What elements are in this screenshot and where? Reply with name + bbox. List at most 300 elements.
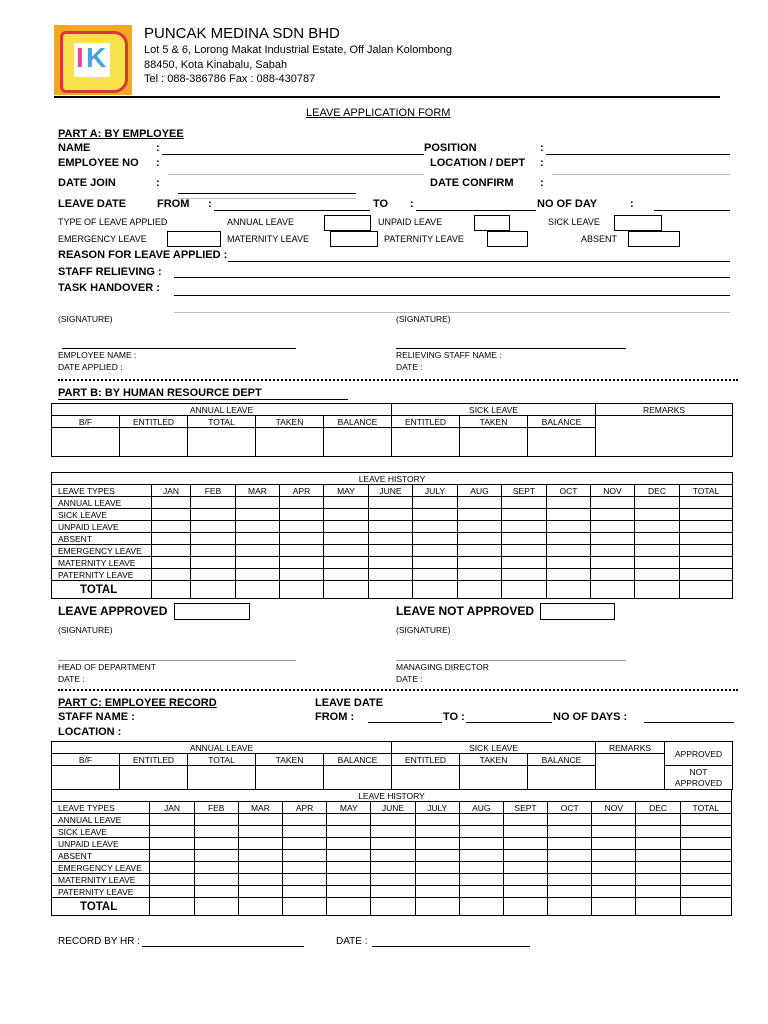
history-cell[interactable] [635,521,680,533]
leave-approved-checkbox[interactable] [174,603,250,620]
leave-history-row [52,838,732,850]
history-cell[interactable] [280,545,324,557]
history-cell[interactable] [547,533,591,545]
colon: : [208,198,212,210]
history-header-row: LEAVE TYPES JAN FEB MAR APR MAY JUNE JULY AUG SEPT OCT NOV DEC TOTAL [52,802,732,814]
no-of-days-label: NO OF DAYS : [553,711,628,723]
colon: : [540,177,544,189]
history-cell[interactable] [592,874,636,886]
history-cell[interactable] [194,874,238,886]
col-header: TOTAL [188,416,256,428]
absent-label: ABSENT [581,234,618,244]
emergency-leave-checkbox[interactable] [167,231,221,247]
history-cell[interactable] [371,838,415,850]
table-cell[interactable] [324,428,392,457]
history-cell[interactable] [194,826,238,838]
task-handover-field-2[interactable] [174,312,730,313]
history-cell[interactable] [280,521,324,533]
leave-balance-table [51,403,733,457]
table-cell[interactable] [392,428,460,457]
part-a-heading: PART A: BY EMPLOYEE [58,128,184,140]
history-cell[interactable] [282,874,326,886]
annual-leave-group: ANNUAL LEAVE [52,404,392,416]
history-cell[interactable] [150,862,194,874]
history-cell[interactable] [680,569,733,581]
maternity-leave-checkbox[interactable] [330,231,378,247]
history-cell[interactable] [680,557,733,569]
history-cell[interactable] [371,814,415,826]
history-cell[interactable] [413,557,458,569]
history-cell[interactable] [502,545,547,557]
name-field[interactable] [162,154,424,155]
leave-history-row [52,521,733,533]
to-label: TO [373,198,389,210]
history-cell[interactable] [547,569,591,581]
history-cell[interactable] [592,838,636,850]
history-cell[interactable] [150,814,194,826]
history-cell[interactable] [236,521,280,533]
history-cell[interactable] [280,533,324,545]
history-cell[interactable] [327,826,371,838]
hod-signature-label: (SIGNATURE) [58,625,113,635]
history-cell[interactable] [592,862,636,874]
no-of-day-field[interactable] [654,210,730,211]
logo-letter-k: K [86,42,107,73]
history-cell[interactable] [152,533,191,545]
history-cell[interactable] [591,557,635,569]
history-cell[interactable] [415,862,459,874]
employee-signature-line[interactable] [62,348,296,349]
leave-history-row [52,862,732,874]
history-cell[interactable] [238,826,282,838]
history-cell[interactable] [150,874,194,886]
sick-leave-group: SICK LEAVE [392,742,596,754]
history-cell[interactable] [503,886,547,898]
task-handover-field[interactable] [174,295,730,296]
leave-from-field[interactable] [214,210,370,211]
history-header-row: LEAVE TYPES JAN FEB MAR APR MAY JUNE JULY AUG SEPT OCT NOV DEC TOTAL [52,485,733,497]
history-cell[interactable] [327,814,371,826]
history-cell[interactable] [238,850,282,862]
history-cell[interactable] [191,557,236,569]
history-cell[interactable] [548,862,592,874]
maternity-leave-label: MATERNITY LEAVE [227,234,310,244]
history-cell[interactable] [459,874,503,886]
history-cell[interactable] [592,886,636,898]
history-cell[interactable] [238,814,282,826]
history-cell[interactable] [236,509,280,521]
history-cell[interactable] [636,874,680,886]
hod-signature-line[interactable] [58,660,296,661]
history-cell[interactable] [150,826,194,838]
employee-no-label: EMPLOYEE NO [58,157,139,169]
history-cell[interactable] [635,545,680,557]
history-cell[interactable] [635,569,680,581]
history-cell[interactable] [591,497,635,509]
history-cell[interactable] [324,521,369,533]
leave-type-label: SICK LEAVE [52,509,152,521]
history-cell[interactable] [236,497,280,509]
history-cell[interactable] [327,838,371,850]
history-cell[interactable] [503,838,547,850]
history-cell[interactable] [415,826,459,838]
history-cell[interactable] [591,533,635,545]
history-cell[interactable] [680,545,733,557]
history-cell[interactable] [591,521,635,533]
leave-type-label: SICK LEAVE [52,826,150,838]
leave-history-row [52,509,733,521]
col-header: TAKEN [256,416,324,428]
approved-cell[interactable]: APPROVED [665,742,733,766]
history-cell[interactable] [327,850,371,862]
history-cell[interactable] [503,862,547,874]
part-c-leave-date-label: LEAVE DATE [315,697,384,709]
col-header: BALANCE [528,416,596,428]
history-cell[interactable] [459,838,503,850]
history-cell[interactable] [459,850,503,862]
history-cell[interactable] [636,838,680,850]
history-cell[interactable] [680,509,733,521]
leave-history-row [52,850,732,862]
history-cell[interactable] [238,874,282,886]
history-cell[interactable] [458,521,502,533]
company-address-1: Lot 5 & 6, Lorong Makat Industrial Estate, Off Jalan Kolombong [144,44,452,56]
relieving-signature-label: (SIGNATURE) [396,314,451,324]
history-cell[interactable] [548,826,592,838]
part-c-from-label: FROM : [315,711,355,723]
table-cell[interactable] [120,428,188,457]
history-cell[interactable] [458,545,502,557]
col-header: BALANCE [324,416,392,428]
history-cell[interactable] [548,814,592,826]
history-cell[interactable] [680,533,733,545]
history-cell[interactable] [369,521,413,533]
date-confirm-label: DATE CONFIRM [430,177,514,189]
leave-history-row [52,569,733,581]
colon: : [540,142,544,154]
history-cell[interactable] [415,814,459,826]
md-signature-label: (SIGNATURE) [396,625,451,635]
history-cell[interactable] [415,838,459,850]
relieving-date-label: DATE : [396,362,423,372]
history-cell[interactable] [369,533,413,545]
part-c-to-field[interactable] [466,722,552,723]
history-cell[interactable] [236,569,280,581]
history-cell[interactable] [415,850,459,862]
staff-name-label: STAFF NAME : [58,711,135,723]
remarks-header: REMARKS [596,404,733,416]
leave-type-label: MATERNITY LEAVE [52,874,150,886]
sick-leave-checkbox[interactable] [614,215,662,231]
history-cell[interactable] [194,886,238,898]
history-cell[interactable] [636,850,680,862]
history-cell[interactable] [324,497,369,509]
history-cell[interactable] [282,826,326,838]
history-cell[interactable] [369,557,413,569]
logo-letter-i: I [76,42,84,73]
history-cell[interactable] [548,886,592,898]
part-b-heading-underline [58,399,348,400]
history-cell[interactable] [324,533,369,545]
history-cell[interactable] [150,886,194,898]
relieving-signature-line[interactable] [396,348,626,349]
date-join-field[interactable] [178,193,356,194]
history-cell[interactable] [371,886,415,898]
name-label: NAME [58,142,91,154]
history-cell[interactable] [371,850,415,862]
history-cell[interactable] [280,557,324,569]
history-cell[interactable] [191,569,236,581]
paternity-leave-label: PATERNITY LEAVE [384,234,464,244]
part-c-heading: PART C: EMPLOYEE RECORD [58,697,217,709]
history-cell[interactable] [282,838,326,850]
history-cell[interactable] [636,826,680,838]
history-cell[interactable] [371,826,415,838]
history-cell[interactable] [459,826,503,838]
task-handover-label: TASK HANDOVER : [58,282,160,294]
history-cell[interactable] [194,850,238,862]
sick-leave-label: SICK LEAVE [548,217,600,227]
history-cell[interactable] [191,509,236,521]
leave-type-label: PATERNITY LEAVE [52,569,152,581]
md-signature-line[interactable] [396,660,626,661]
position-field[interactable] [546,154,730,155]
history-cell[interactable] [238,886,282,898]
employee-name-label: EMPLOYEE NAME : [58,350,137,360]
history-cell[interactable] [369,569,413,581]
history-cell[interactable] [324,545,369,557]
history-cell[interactable] [194,838,238,850]
history-cell[interactable] [503,874,547,886]
history-cell[interactable] [282,862,326,874]
part-c-from-field[interactable] [368,722,442,723]
history-cell[interactable] [503,850,547,862]
location-label: LOCATION : [58,726,122,738]
history-cell[interactable] [636,886,680,898]
history-cell[interactable] [152,497,191,509]
leave-history-row [52,886,732,898]
history-cell[interactable] [503,814,547,826]
history-cell[interactable] [680,862,731,874]
leave-type-label: MATERNITY LEAVE [52,557,152,569]
history-cell[interactable] [413,509,458,521]
history-cell[interactable] [458,557,502,569]
leave-history-row [52,533,733,545]
location-dept-label: LOCATION / DEPT [430,157,526,169]
history-cell[interactable] [502,569,547,581]
staff-relieving-field[interactable] [174,277,730,278]
history-cell[interactable] [194,862,238,874]
history-cell[interactable] [236,557,280,569]
history-cell[interactable] [680,826,731,838]
history-cell[interactable] [327,862,371,874]
history-cell[interactable] [236,545,280,557]
history-cell[interactable] [413,569,458,581]
history-cell[interactable] [458,569,502,581]
annual-leave-checkbox[interactable] [324,215,371,231]
history-cell[interactable] [238,838,282,850]
history-cell[interactable] [547,557,591,569]
history-cell[interactable] [591,509,635,521]
history-cell[interactable] [548,850,592,862]
history-cell[interactable] [280,569,324,581]
history-cell[interactable] [371,874,415,886]
history-cell[interactable] [369,497,413,509]
history-cell[interactable] [413,497,458,509]
history-cell[interactable] [502,557,547,569]
hod-date-label: DATE : [58,674,85,684]
history-cell[interactable] [238,862,282,874]
remarks-cell[interactable] [596,754,665,790]
type-of-leave-label: TYPE OF LEAVE APPLIED [58,217,168,227]
leave-history-title: LEAVE HISTORY [52,473,733,485]
history-cell[interactable] [413,521,458,533]
date-confirm-field[interactable] [178,198,356,199]
record-by-hr-field[interactable] [142,946,304,947]
annual-leave-label: ANNUAL LEAVE [227,217,295,227]
history-cell[interactable] [547,545,591,557]
history-cell[interactable] [150,838,194,850]
history-cell[interactable] [547,521,591,533]
col-header: ENTITLED [392,416,460,428]
history-cell[interactable] [503,826,547,838]
history-cell[interactable] [415,874,459,886]
history-cell[interactable] [282,886,326,898]
history-cell[interactable] [458,497,502,509]
history-cell[interactable] [680,814,731,826]
history-cell[interactable] [680,850,731,862]
leave-type-label: ANNUAL LEAVE [52,497,152,509]
remarks-cell[interactable] [596,416,733,457]
history-cell[interactable] [635,557,680,569]
history-cell[interactable] [502,533,547,545]
history-cell[interactable] [152,545,191,557]
table-cell[interactable] [188,428,256,457]
history-cell[interactable] [635,533,680,545]
table-cell[interactable] [460,428,528,457]
history-cell[interactable] [547,497,591,509]
history-cell[interactable] [680,886,731,898]
header-rule [54,96,720,98]
history-cell[interactable] [194,814,238,826]
history-cell[interactable] [459,886,503,898]
leave-type-label: UNPAID LEAVE [52,521,152,533]
location-dept-field[interactable] [552,174,730,175]
paternity-leave-checkbox[interactable] [487,231,528,247]
leave-not-approved-checkbox[interactable] [540,603,615,620]
leave-history-title: LEAVE HISTORY [52,790,732,802]
history-cell[interactable] [324,569,369,581]
history-cell[interactable] [324,557,369,569]
no-of-days-field[interactable] [644,722,734,723]
history-cell[interactable] [280,509,324,521]
history-cell[interactable] [191,533,236,545]
history-cell[interactable] [413,545,458,557]
reason-field[interactable] [228,261,730,262]
table-cell[interactable] [256,428,324,457]
colon: : [156,177,160,189]
history-cell[interactable] [592,826,636,838]
history-cell[interactable] [191,545,236,557]
history-cell[interactable] [459,862,503,874]
leave-not-approved-label: LEAVE NOT APPROVED [396,604,535,618]
history-cell[interactable] [369,509,413,521]
history-cell[interactable] [592,850,636,862]
record-date-field[interactable] [372,946,530,947]
history-cell[interactable] [680,497,733,509]
history-cell[interactable] [150,850,194,862]
leave-to-field[interactable] [416,210,536,211]
history-cell[interactable] [548,874,592,886]
unpaid-leave-checkbox[interactable] [474,215,510,231]
history-cell[interactable] [502,521,547,533]
position-label: POSITION [424,142,477,154]
history-cell[interactable] [680,521,733,533]
not-approved-cell[interactable]: NOT APPROVED [665,766,733,790]
history-cell[interactable] [191,497,236,509]
history-cell[interactable] [152,521,191,533]
history-cell[interactable] [680,838,731,850]
history-cell[interactable] [636,862,680,874]
history-cell[interactable] [191,521,236,533]
history-cell[interactable] [371,862,415,874]
history-cell[interactable] [152,557,191,569]
unpaid-leave-label: UNPAID LEAVE [378,217,443,227]
history-cell[interactable] [591,569,635,581]
history-cell[interactable] [282,814,326,826]
history-cell[interactable] [327,886,371,898]
leave-history-table-b [51,472,733,599]
employee-no-field[interactable] [168,174,424,175]
history-cell[interactable] [327,874,371,886]
relieving-staff-name-label: RELIEVING STAFF NAME : [396,350,502,360]
history-cell[interactable] [635,509,680,521]
history-cell[interactable] [458,533,502,545]
history-cell[interactable] [591,545,635,557]
table-cell[interactable] [52,428,120,457]
history-cell[interactable] [548,838,592,850]
history-cell[interactable] [502,497,547,509]
history-cell[interactable] [152,569,191,581]
history-cell[interactable] [152,509,191,521]
history-cell[interactable] [680,874,731,886]
section-divider [58,379,738,381]
history-cell[interactable] [592,814,636,826]
section-divider [58,689,738,691]
history-cell[interactable] [280,497,324,509]
history-cell[interactable] [636,814,680,826]
leave-type-label: ANNUAL LEAVE [52,814,150,826]
part-c-to-label: TO : [443,711,465,723]
history-cell[interactable] [635,497,680,509]
table-cell[interactable] [528,428,596,457]
history-cell[interactable] [459,814,503,826]
history-cell[interactable] [547,509,591,521]
history-cell[interactable] [413,533,458,545]
history-cell[interactable] [458,509,502,521]
history-cell[interactable] [236,533,280,545]
part-b-heading: PART B: BY HUMAN RESOURCE DEPT [58,387,262,399]
history-cell[interactable] [502,509,547,521]
history-cell[interactable] [369,545,413,557]
leave-history-row [52,814,732,826]
absent-checkbox[interactable] [628,231,680,247]
leave-type-label: EMERGENCY LEAVE [52,862,150,874]
managing-director-label: MANAGING DIRECTOR [396,662,489,672]
history-cell[interactable] [415,886,459,898]
history-cell[interactable] [282,850,326,862]
history-cell[interactable] [324,509,369,521]
